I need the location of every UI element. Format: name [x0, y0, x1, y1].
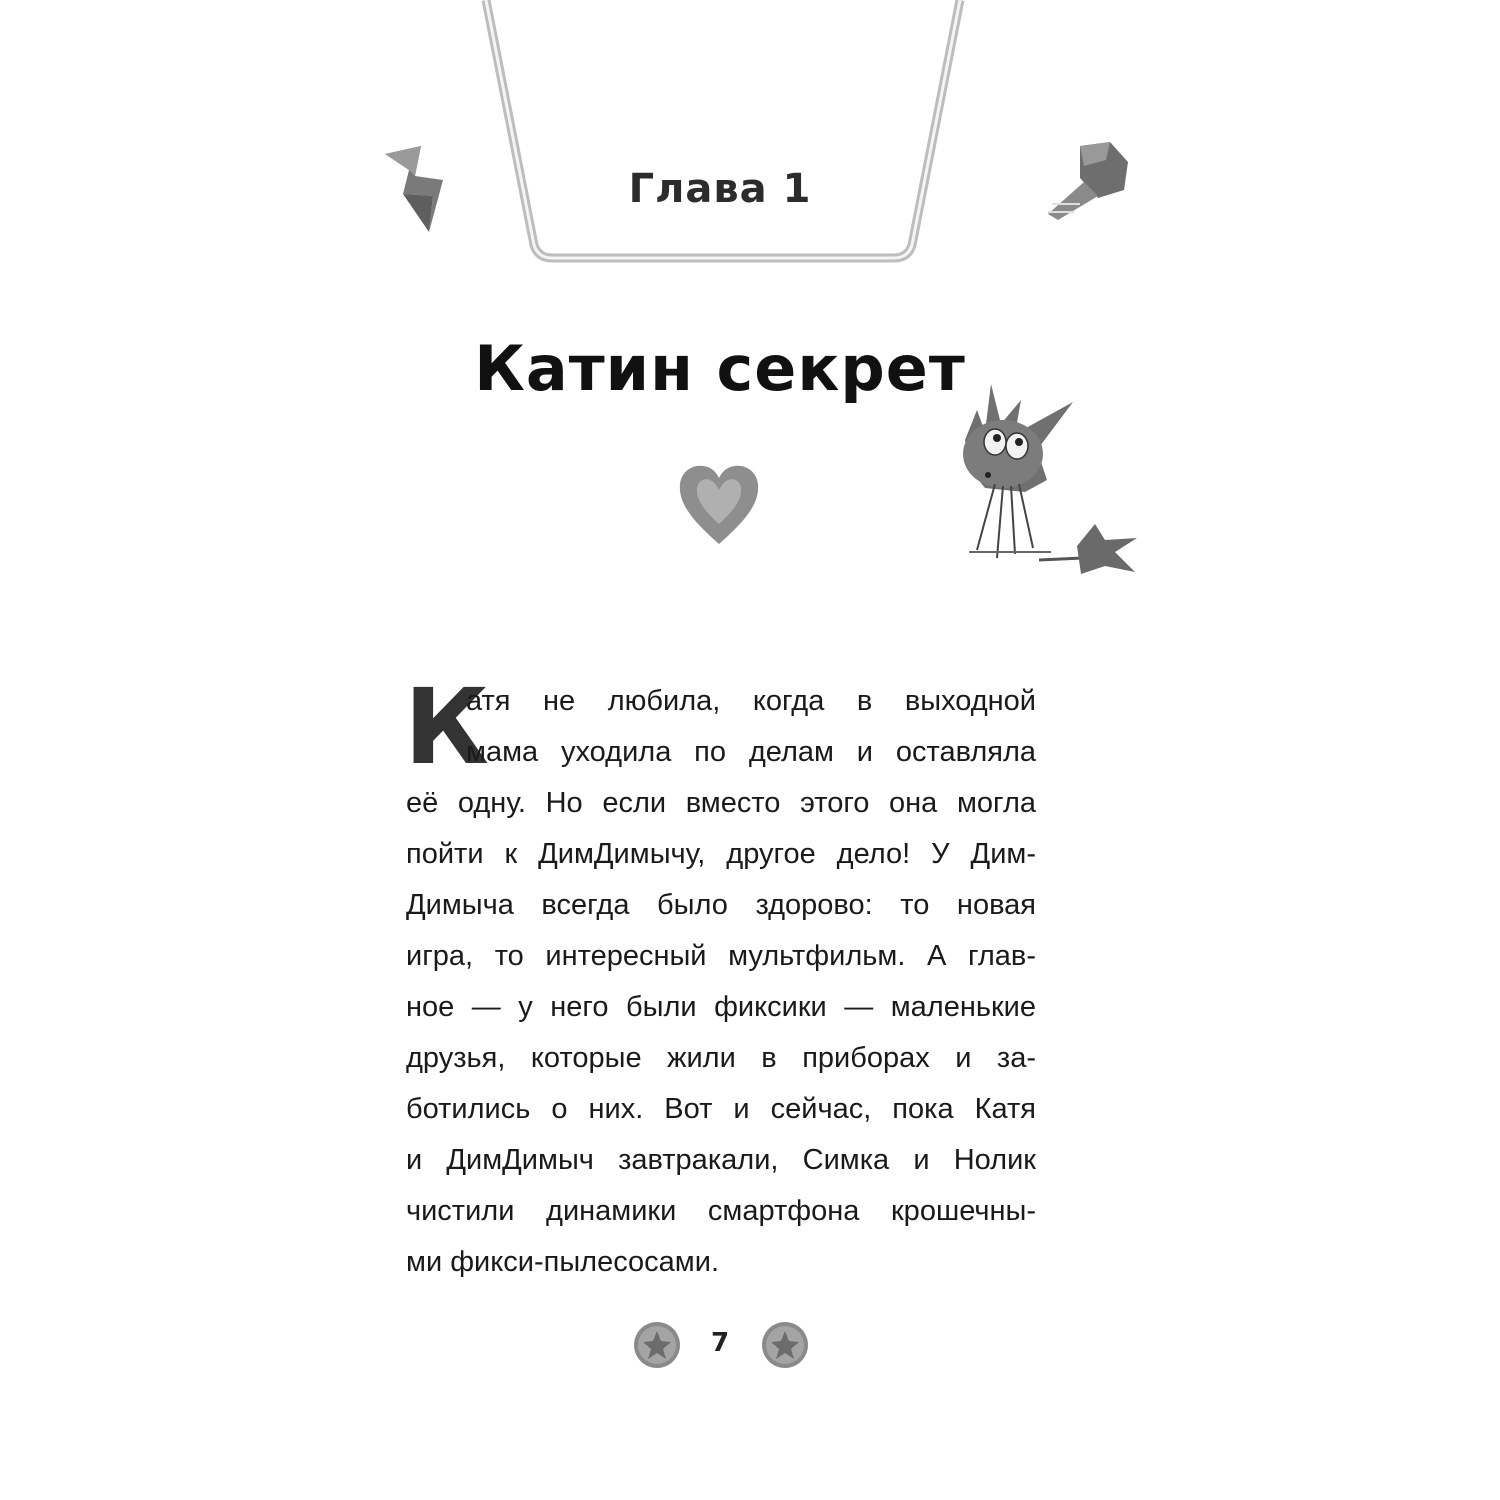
text-line: её одну. Но если вместо этого она могла	[406, 787, 1036, 819]
text-line: ное — у него были фиксики — маленькие	[406, 991, 1036, 1023]
page-number: 7	[710, 1328, 730, 1358]
heart-icon	[674, 458, 764, 550]
screw-head-icon	[760, 1320, 810, 1370]
lightning-bolt-icon	[375, 140, 465, 240]
text-line: Димыча всегда было здорово: то новая	[406, 889, 1036, 921]
screw-icon	[1040, 138, 1135, 228]
text-line: друзья, которые жили в приборах и за-	[406, 1042, 1036, 1074]
text-line: чистили динамики смартфона крошечны-	[406, 1195, 1036, 1227]
text-line: пойти к ДимДимычу, другое дело! У Дим-	[406, 838, 1036, 870]
drop-cap: К	[404, 666, 490, 788]
text-line: и ДимДимыч завтракали, Симка и Нолик	[406, 1144, 1036, 1176]
text-line: ми фикси-пылесосами.	[406, 1246, 719, 1278]
text-line: мама уходила по делам и оставляла	[466, 736, 1036, 768]
page-footer	[620, 1318, 820, 1374]
body-text	[404, 666, 1036, 1288]
fixie-creature-icon	[955, 380, 1145, 580]
text-line: ботились о них. Вот и сейчас, пока Катя	[406, 1093, 1036, 1125]
chapter-label: Глава 1	[628, 166, 812, 212]
chapter-title: Катин секрет	[474, 332, 966, 405]
text-line: игра, то интересный мультфильм. А глав-	[406, 940, 1036, 972]
chapter-frame-icon	[478, 0, 968, 268]
text-line: атя не любила, когда в выходной	[466, 685, 1036, 717]
screw-head-icon	[632, 1320, 682, 1370]
